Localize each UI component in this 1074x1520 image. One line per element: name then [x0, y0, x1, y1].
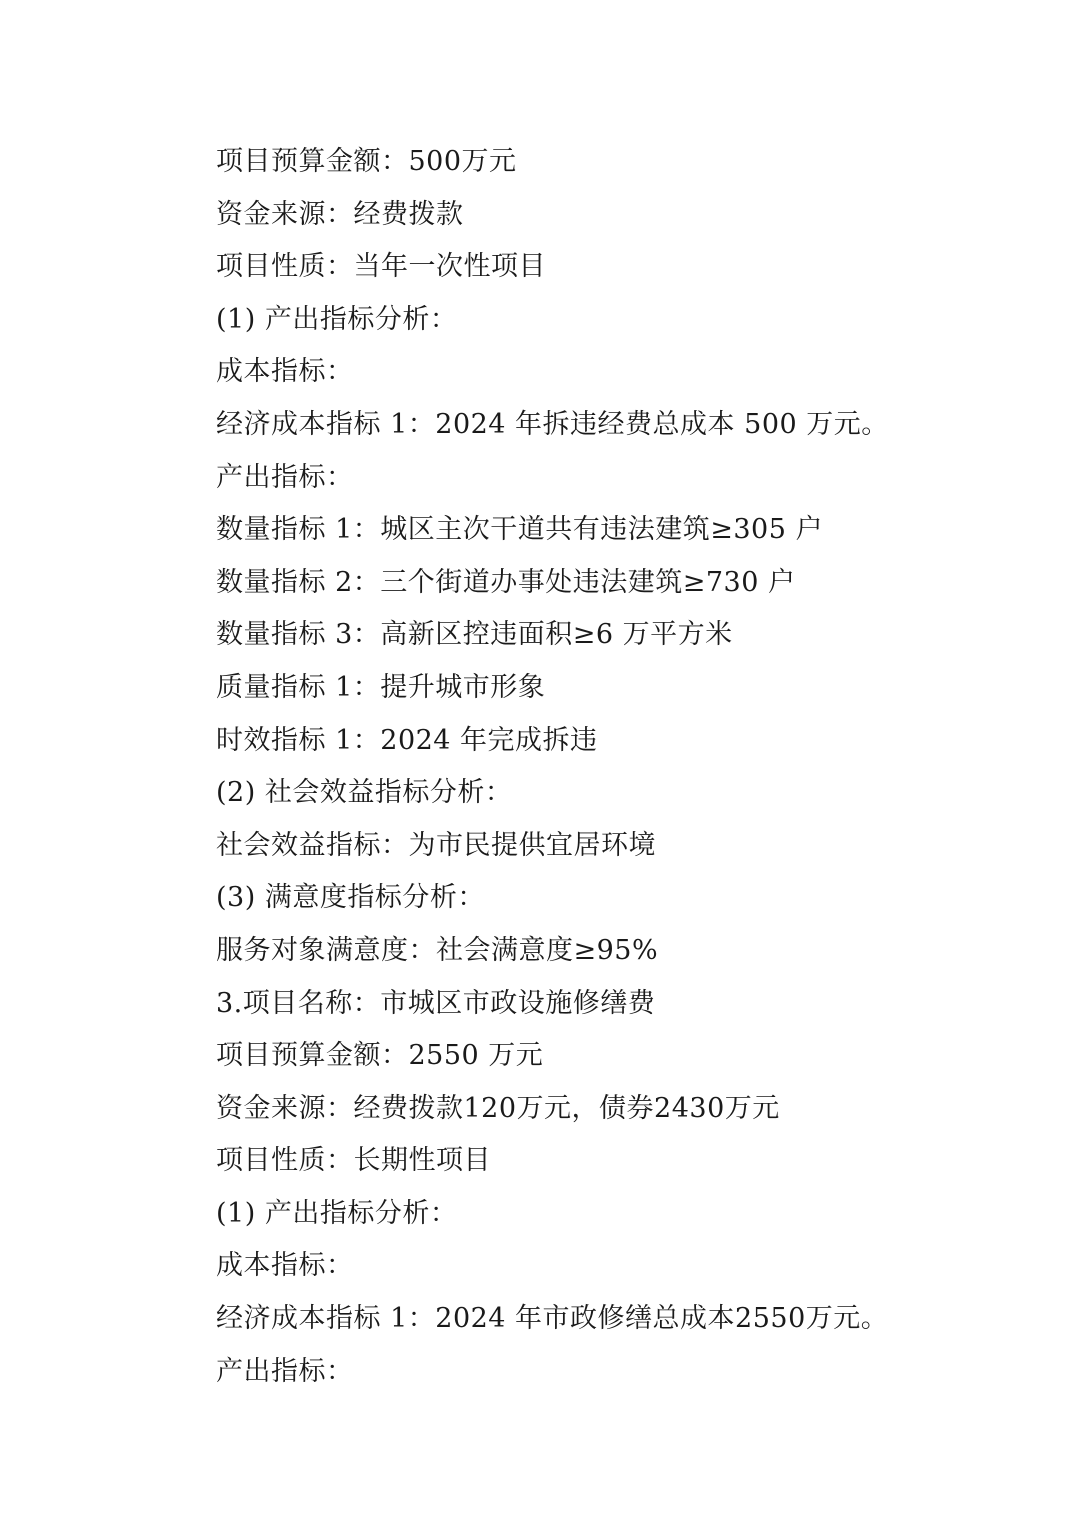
quantity-indicator-line: 数量指标 1：城区主次干道共有违法建筑≥305 户	[216, 514, 824, 546]
timeliness-indicator-line: 时效指标 1：2024 年完成拆违	[216, 724, 598, 756]
funding-source-line: 资金来源：经费拨款120万元，债券2430万元	[216, 1092, 780, 1124]
project-name-line: 3.项目名称：市城区市政设施修缮费	[216, 987, 656, 1019]
budget-amount-line: 项目预算金额：2550 万元	[216, 1040, 544, 1072]
section-heading: (2) 社会效益指标分析：	[216, 777, 513, 809]
satisfaction-line: 服务对象满意度：社会满意度≥95%	[216, 934, 659, 966]
economic-cost-line: 经济成本指标 1：2024 年拆违经费总成本 500 万元。	[216, 408, 889, 440]
project-nature-line: 项目性质：当年一次性项目	[216, 251, 546, 283]
economic-cost-line: 经济成本指标 1：2024 年市政修缮总成本2550万元。	[216, 1303, 889, 1335]
section-heading: (1) 产出指标分析：	[216, 303, 458, 335]
output-indicator-heading: 产出指标：	[216, 461, 354, 493]
document-body	[216, 136, 996, 1398]
quality-indicator-line: 质量指标 1：提升城市形象	[216, 671, 546, 703]
budget-amount-line: 项目预算金额：500万元	[216, 146, 517, 177]
project-nature-line: 项目性质：长期性项目	[216, 1145, 491, 1177]
quantity-indicator-line: 数量指标 2：三个街道办事处违法建筑≥730 户	[216, 566, 796, 598]
section-heading: (1) 产出指标分析：	[216, 1197, 458, 1229]
section-heading: (3) 满意度指标分析：	[216, 882, 485, 914]
cost-indicator-heading: 成本指标：	[216, 356, 354, 388]
funding-source-line: 资金来源：经费拨款	[216, 198, 464, 230]
social-benefit-line: 社会效益指标：为市民提供宜居环境	[216, 829, 656, 861]
output-indicator-heading: 产出指标：	[216, 1355, 354, 1387]
cost-indicator-heading: 成本指标：	[216, 1250, 354, 1282]
quantity-indicator-line: 数量指标 3：高新区控违面积≥6 万平方米	[216, 619, 733, 651]
